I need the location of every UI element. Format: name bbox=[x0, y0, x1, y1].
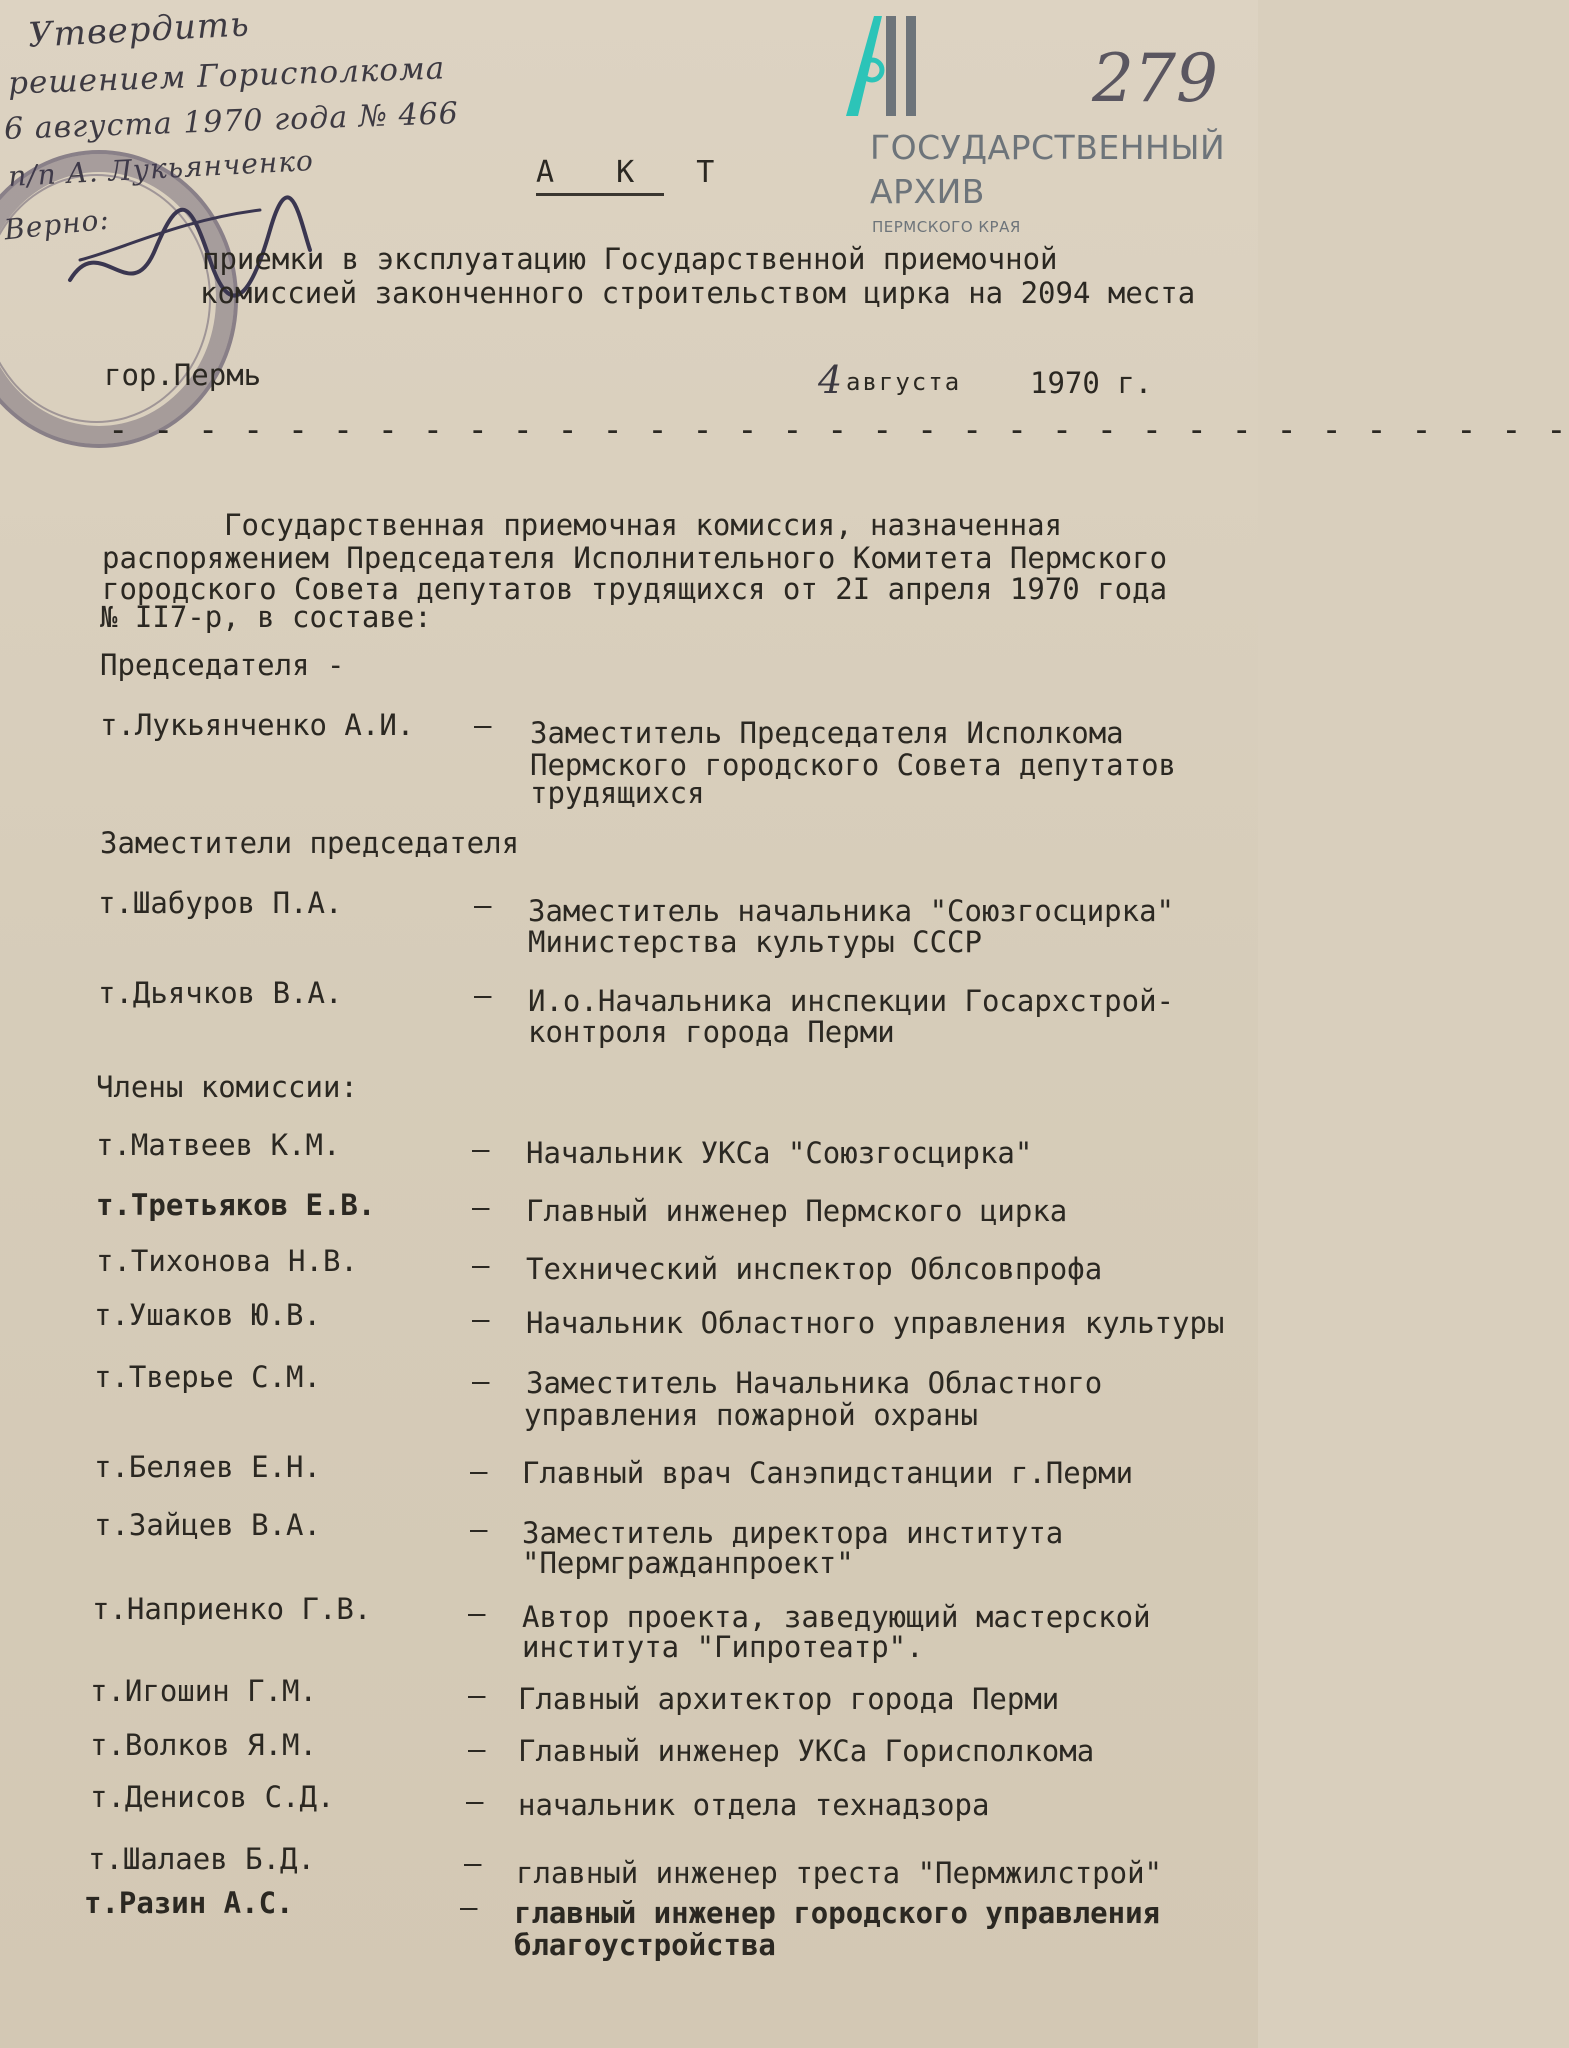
member-dash: – bbox=[472, 1364, 490, 1398]
intro-line-4: № II7-р, в составе: bbox=[100, 600, 432, 634]
section-deputies: Заместители председателя bbox=[100, 826, 520, 860]
member-role: Технический инспектор Облсовпрофа bbox=[526, 1252, 1103, 1286]
member-name: т.Разин А.С. bbox=[84, 1886, 294, 1920]
handwritten-line-2: решением Горисполкома bbox=[7, 50, 446, 102]
separator-dashes: - - - - - - - - - - - - - - - - - - - - - - - - - - - - - - - - - bbox=[108, 410, 1569, 450]
member-name: т.Шабуров П.А. bbox=[98, 886, 343, 920]
member-role: Заместитель директора института bbox=[522, 1516, 1064, 1550]
archive-name-line-3: ПЕРМСКОГО КРАЯ bbox=[872, 218, 1021, 236]
member-name: т.Денисов С.Д. bbox=[90, 1780, 335, 1814]
member-role: Начальник Областного управления культуры bbox=[526, 1306, 1225, 1340]
member-name: т.Волков Я.М. bbox=[90, 1728, 317, 1762]
member-name: т.Шалаев Б.Д. bbox=[88, 1842, 315, 1876]
section-members: Члены комиссии: bbox=[96, 1070, 358, 1104]
member-name: т.Третьяков Е.В. bbox=[96, 1188, 376, 1222]
member-role: Заместитель Председателя Исполкома bbox=[530, 716, 1124, 750]
intro-line-3: городского Совета депутатов трудящихся от 2I апреля 1970 года bbox=[102, 572, 1168, 606]
handwritten-line-5: Верно: bbox=[2, 202, 112, 247]
member-role: благоустройства bbox=[514, 1928, 776, 1962]
member-role: начальник отдела технадзора bbox=[518, 1788, 990, 1822]
member-role: института "Гипротеатр". bbox=[522, 1630, 924, 1664]
member-name: т.Лукьянченко А.И. bbox=[100, 708, 415, 742]
member-dash: – bbox=[460, 1890, 478, 1924]
member-role: Министерства культуры СССР bbox=[528, 925, 982, 959]
intro-line-1: Государственная приемочная комиссия, назначенная bbox=[224, 508, 1063, 542]
member-role: Начальник УКСа "Союзгосцирка" bbox=[526, 1136, 1033, 1170]
member-dash: – bbox=[472, 1132, 490, 1166]
member-role: Главный инженер Пермского цирка bbox=[526, 1194, 1068, 1228]
subtitle-line-1: приемки в эксплуатацию Государственной приемочной bbox=[202, 242, 1058, 276]
member-dash: – bbox=[472, 1190, 490, 1224]
member-dash: – bbox=[474, 978, 492, 1012]
member-name: т.Тихонова Н.В. bbox=[96, 1244, 358, 1278]
member-dash: – bbox=[464, 1846, 482, 1880]
member-role: Заместитель Начальника Областного bbox=[526, 1366, 1103, 1400]
member-dash: – bbox=[468, 1732, 486, 1766]
member-dash: – bbox=[472, 1248, 490, 1282]
subtitle-line-2: комиссией законченного строительством цирка на 2094 места bbox=[200, 276, 1196, 310]
member-role: Пермского городского Совета депутатов bbox=[530, 748, 1177, 782]
handwritten-line-1: Утвердить bbox=[27, 4, 251, 56]
member-role: "Пермгражданпроект" bbox=[522, 1546, 854, 1580]
page-number: 279 bbox=[1092, 40, 1218, 117]
member-role: Заместитель начальника "Союзгосцирка" bbox=[528, 894, 1175, 928]
handwritten-line-3: 6 августа 1970 года № 466 bbox=[3, 96, 460, 147]
member-dash: – bbox=[470, 1512, 488, 1546]
document-title: А К Т bbox=[536, 155, 737, 190]
member-dash: – bbox=[468, 1678, 486, 1712]
member-dash: – bbox=[474, 708, 492, 742]
member-dash: – bbox=[472, 1302, 490, 1336]
archive-name-line-1: ГОСУДАРСТВЕННЫЙ bbox=[870, 128, 1226, 167]
date-month: августа bbox=[846, 368, 962, 396]
member-role: главный инженер треста "Пермжилстрой" bbox=[516, 1856, 1163, 1890]
member-role: главный инженер городского управления bbox=[514, 1896, 1161, 1930]
city: гор.Пермь bbox=[104, 358, 262, 392]
archive-logo-mark-icon bbox=[838, 8, 938, 120]
member-dash: – bbox=[470, 1454, 488, 1488]
section-chairman: Председателя - bbox=[100, 648, 345, 682]
member-name: т.Ушаков Ю.В. bbox=[94, 1298, 321, 1332]
archive-name-line-2: АРХИВ bbox=[870, 172, 985, 211]
handwritten-line-4: п/п А. Лукьянченко bbox=[7, 144, 315, 193]
member-name: т.Дьячков В.А. bbox=[98, 976, 343, 1010]
member-name: т.Матвеев К.М. bbox=[96, 1128, 341, 1162]
member-role: Главный врач Санэпидстанции г.Перми bbox=[522, 1456, 1134, 1490]
member-name: т.Беляев Е.Н. bbox=[94, 1450, 321, 1484]
member-role: управления пожарной охраны bbox=[524, 1398, 978, 1432]
member-name: т.Зайцев В.А. bbox=[94, 1508, 321, 1542]
date-day: 4 bbox=[818, 358, 843, 402]
member-name: т.Тверье С.М. bbox=[94, 1360, 321, 1394]
intro-line-2: распоряжением Председателя Исполнительного Комитета Пермского bbox=[102, 541, 1168, 575]
member-role: Главный архитектор города Перми bbox=[518, 1682, 1060, 1716]
member-role: контроля города Перми bbox=[528, 1015, 895, 1049]
member-role: И.о.Начальника инспекции Госархстрой- bbox=[528, 984, 1175, 1018]
member-dash: – bbox=[474, 888, 492, 922]
member-name: т.Игошин Г.М. bbox=[90, 1674, 317, 1708]
member-dash: – bbox=[468, 1596, 486, 1630]
title-underline bbox=[536, 193, 664, 196]
member-role: трудящихся bbox=[530, 776, 705, 810]
date-year: 1970 г. bbox=[1030, 366, 1153, 400]
member-name: т.Наприенко Г.В. bbox=[92, 1592, 372, 1626]
member-role: Автор проекта, заведующий мастерской bbox=[522, 1600, 1151, 1634]
member-role: Главный инженер УКСа Горисполкома bbox=[518, 1734, 1095, 1768]
member-dash: – bbox=[466, 1784, 484, 1818]
